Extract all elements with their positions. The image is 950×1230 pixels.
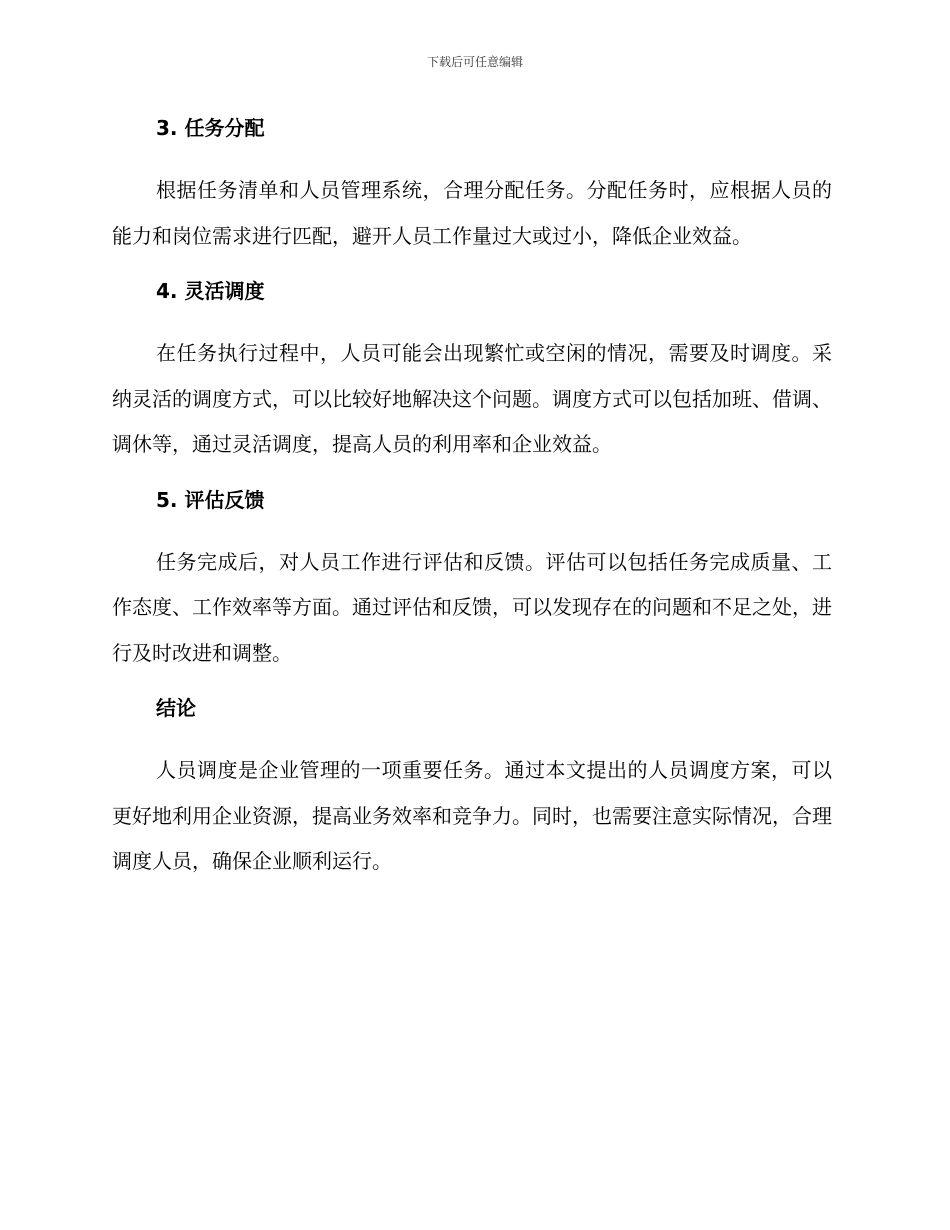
section-heading: 3. 任务分配 bbox=[156, 116, 265, 140]
section-paragraph: 人员调度是企业管理的一项重要任务。通过本文提出的人员调度方案，可以更好地利用企业资源，提高业务效率和竞争力。同时，也需要注意实际情况，合理调度人员，确保企业顺利运行。 bbox=[112, 758, 832, 873]
section-heading: 结论 bbox=[156, 696, 196, 720]
section-paragraph: 在任务执行过程中，人员可能会出现繁忙或空闲的情况，需要及时调度。采纳灵活的调度方式，可以比较好地解决这个问题。调度方式可以包括加班、借调、调休等，通过灵活调度，提高人员的利用率和企业效益。 bbox=[112, 341, 832, 456]
section-evaluation-feedback bbox=[112, 482, 832, 691]
section-paragraph: 任务完成后，对人员工作进行评估和反馈。评估可以包括任务完成质量、工作态度、工作效率等方面。通过评估和反馈，可以发现存在的问题和不足之处，进行及时改进和调整。 bbox=[112, 549, 832, 665]
section-flexible-scheduling bbox=[112, 273, 832, 482]
page-header: 下载后可任意编辑 bbox=[426, 55, 523, 69]
section-heading: 4. 灵活调度 bbox=[156, 279, 265, 303]
section-paragraph: 根据任务清单和人员管理系统，合理分配任务。分配任务时，应根据人员的能力和岗位需求进行匹配，避开人员工作量过大或过小，降低企业效益。 bbox=[112, 178, 832, 248]
section-task-assignment bbox=[112, 110, 832, 273]
section-heading: 5. 评估反馈 bbox=[156, 487, 265, 512]
document-body bbox=[112, 110, 832, 885]
section-conclusion bbox=[112, 690, 832, 885]
